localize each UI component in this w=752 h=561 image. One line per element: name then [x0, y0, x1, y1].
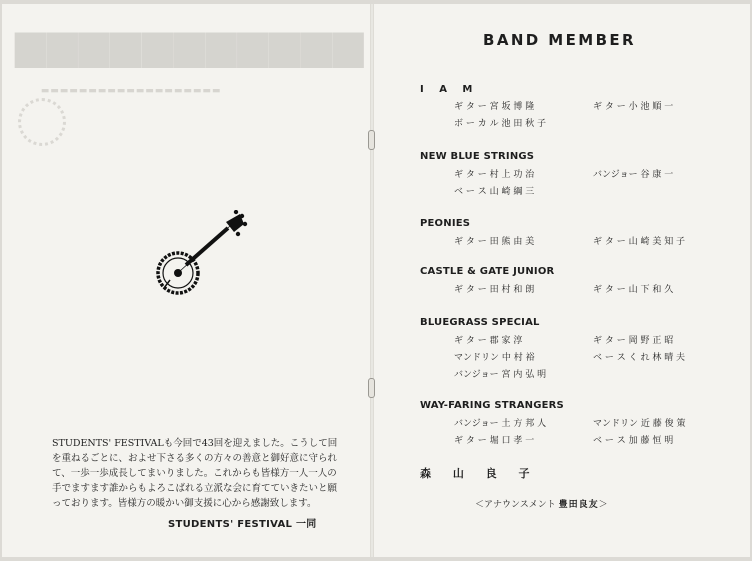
member-entry: ギ タ ー 田 村 和 朗	[454, 285, 535, 295]
member-entry: ベ ー ス 山 崎 綱 三	[454, 187, 535, 197]
member-entry: ギ タ ー 小 池 順 一	[593, 102, 674, 112]
member-entry: ギ タ ー 宮 坂 博 隆	[454, 102, 535, 112]
member-entry: ベ ー ス く れ 林 晴 夫	[593, 353, 686, 363]
member-entry: ベ ー ス 加 藤 恒 明	[593, 436, 674, 446]
member-entry: バンジョー 宮 内 弘 明	[454, 370, 547, 380]
festival-signature: STUDENTS' FESTIVAL 一同	[168, 519, 317, 530]
member-entry: バンジョー 土 方 邦 人	[454, 419, 547, 429]
booklet-spine	[370, 4, 374, 557]
festival-intro-text: STUDENTS' FESTIVALも今回で43回を迎えました。こうして回を重ねるごとに、およせ下さる多くの方々の善意と御好意に守られて、一歩一歩成長してまいりました。これからも皆様方一人一人の手でますます誰からもよろこばれる立派な会に育てていきたいと願っております。皆様方の暖かい御支援に心から感謝致します。	[52, 438, 338, 509]
band-name-way-faring-strangers: WAY-FARING STRANGERS	[420, 400, 564, 411]
member-entry: ギ タ ー 山 下 和 久	[593, 285, 674, 295]
announcer-name: 豊田良友	[558, 500, 599, 510]
member-entry: ボ ー カ ル 池 田 秋 子	[454, 119, 547, 129]
member-entry: ギ タ ー 郡 家 淳	[454, 336, 523, 346]
banjo-illustration-icon	[150, 210, 250, 305]
member-entry: バンジョー 谷 康 一	[593, 170, 674, 180]
announcer-label: ＜アナウンスメント	[475, 500, 556, 510]
member-entry: マンドリン 近 藤 俊 策	[593, 419, 686, 429]
page-title: BAND MEMBER	[483, 31, 636, 49]
band-name-castle-gate-junior: CASTLE & GATE JUNIOR	[420, 266, 555, 277]
announcer-credit	[475, 497, 608, 510]
member-entry: ギ タ ー 山 崎 美 知 子	[593, 237, 686, 247]
band-name-iam: I A M	[420, 84, 479, 95]
band-name-peonies: PEONIES	[420, 218, 471, 229]
staple-bottom	[368, 378, 375, 398]
show-through-title: ▆▆▆▆▆▆▆▆▆▆▆	[14, 22, 364, 68]
staple-top	[368, 130, 375, 150]
announcer-close: ＞	[598, 500, 608, 510]
member-entry: ギ タ ー 堀 口 孝 一	[454, 436, 535, 446]
solo-artist: 森 山 良 子	[420, 467, 539, 480]
show-through-seal	[18, 98, 66, 146]
member-entry: マンドリン 中 村 裕	[454, 353, 535, 363]
band-name-bluegrass-special: BLUEGRASS SPECIAL	[420, 317, 540, 328]
member-entry: ギ タ ー 村 上 功 治	[454, 170, 535, 180]
show-through-subtitle: ▬▬▬▬▬▬▬▬▬▬▬▬▬▬▬▬▬▬▬	[40, 86, 221, 96]
member-entry: ギ タ ー 岡 野 正 昭	[593, 336, 674, 346]
member-entry: ギ タ ー 田 熊 由 美	[454, 237, 535, 247]
band-name-new-blue-strings: NEW BLUE STRINGS	[420, 151, 535, 162]
